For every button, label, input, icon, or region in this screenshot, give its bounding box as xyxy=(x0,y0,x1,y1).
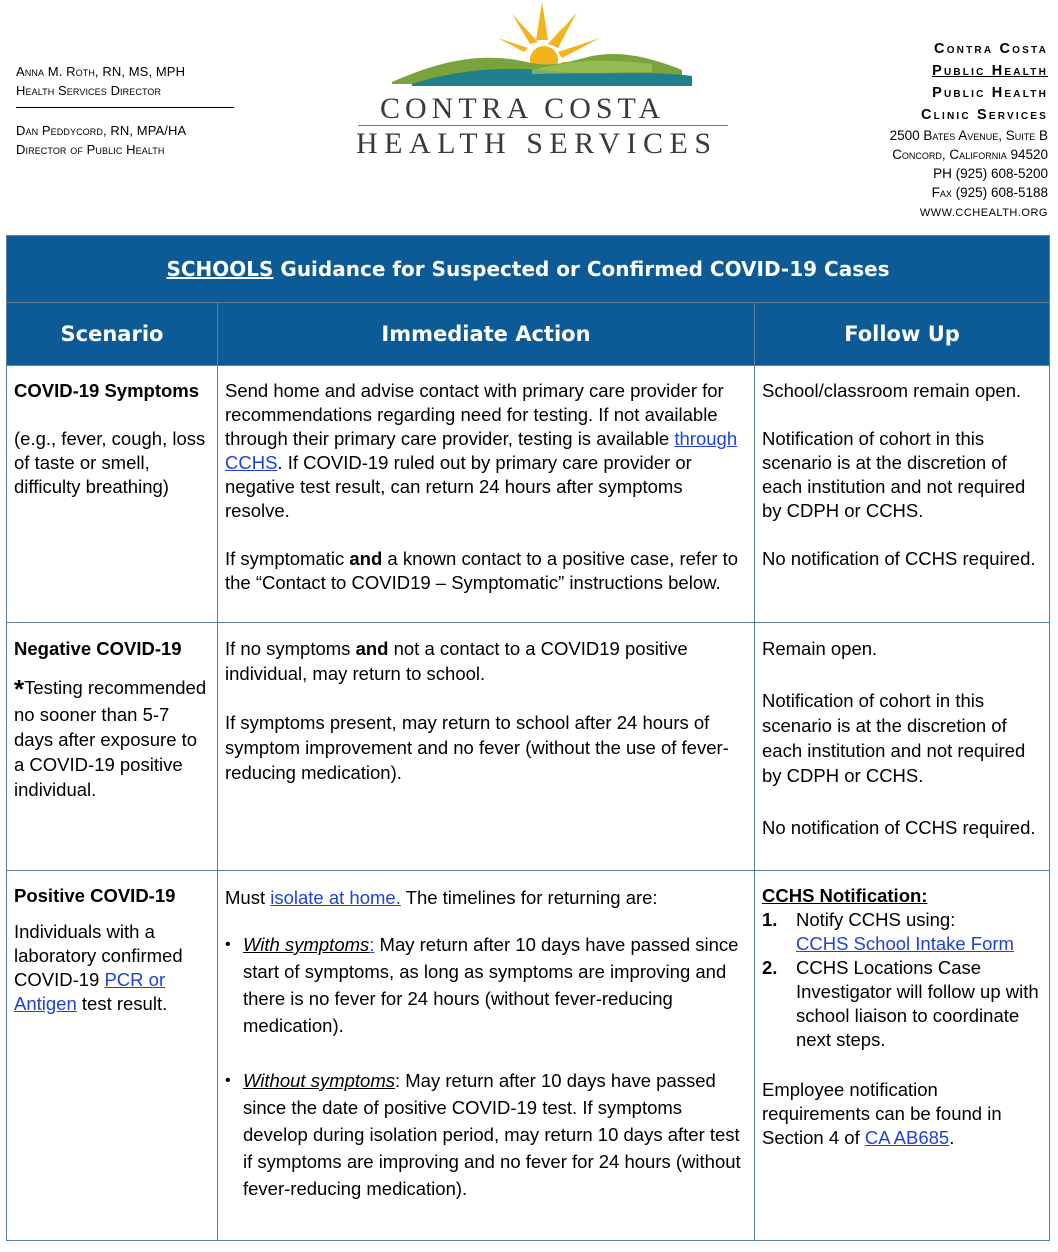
fax-number: Fax (925) 608-5188 xyxy=(931,185,1048,200)
follow-up-cell: CCHS Notification: 1. Notify CCHS using: CCHS School Intake Form 2. CCHS Locations Case Investigator will follow up with school liaison to coordinate next steps. Employee notification requirements can be found in Section 4 of CA AB685. xyxy=(755,871,1050,1241)
scenario-detail: (e.g., fever, cough, loss of taste or smell, difficulty breathing) xyxy=(14,428,206,497)
header-follow-up: Follow Up xyxy=(755,303,1050,366)
org-unit: Clinic Services xyxy=(920,107,1048,123)
list-item: 2. CCHS Locations Case Investigator will follow up with school liaison to coordinate next steps. xyxy=(762,957,1039,1050)
list-item: • With symptoms: May return after 10 days have passed since start of symptoms, as long as symptoms are improving and there is no fever for 24 hours (without fever-reducing medication). xyxy=(243,931,747,1039)
isolate-at-home-link[interactable]: isolate at home. xyxy=(270,887,401,908)
logo-text-line1: CONTRA COSTA xyxy=(380,92,666,125)
guidance-table xyxy=(6,235,1049,1241)
phone-number: PH (925) 608-5200 xyxy=(933,166,1048,181)
scenario-title: Negative COVID-19 xyxy=(14,638,182,659)
website: WWW.CCHEALTH.ORG xyxy=(919,207,1048,219)
action-cell: Must isolate at home. The timelines for returning are: • With symptoms: May return after 10 days have passed since start of symptoms, as long as symptoms are improving and there is no fever for 24 hours (without fever-reducing medication). • Without symptoms: May return after 10 days have passed since the date of positive COVID-19 test. If symptoms develop during isolation period, may return 10 days after test if symptoms are improving and no fever for 24 hours (without fever-reducing medication). xyxy=(218,871,755,1241)
notification-heading: CCHS Notification: xyxy=(762,885,928,906)
return-timelines-list xyxy=(225,931,747,1202)
pcr-antigen-link[interactable]: PCR or Antigen xyxy=(14,969,166,1014)
follow-up-cell: Remain open. Notification of cohort in this scenario is at the discretion of each institution and not required by CDPH or CCHS. No notification of CCHS required. xyxy=(755,623,1050,871)
scenario-cell: Positive COVID-19 Individuals with a laboratory confirmed COVID-19 PCR or Antigen test result. xyxy=(7,871,218,1241)
director-title: Health Services Director xyxy=(16,83,162,98)
logo-divider xyxy=(358,125,728,126)
with-symptoms-link[interactable]: : xyxy=(369,934,375,955)
ca-ab685-link[interactable]: CA AB685 xyxy=(864,1127,950,1148)
header-immediate-action: Immediate Action xyxy=(218,303,755,366)
header-scenario: Scenario xyxy=(7,303,218,366)
follow-up-cell: School/classroom remain open. Notification of cohort in this scenario is at the discretion of each institution and not required by CDPH or CCHS. No notification of CCHS required. xyxy=(755,366,1050,623)
letterhead-divider xyxy=(16,107,234,108)
scenario-detail: Testing recommended no sooner than 5-7 days after exposure to a COVID-19 positive individual. xyxy=(14,677,207,800)
org-name: Contra Costa xyxy=(934,41,1048,57)
org-division: Public Health xyxy=(932,63,1048,79)
scenario-title: Positive COVID-19 xyxy=(14,885,176,906)
scenario-cell xyxy=(7,623,218,871)
list-item: • Without symptoms: May return after 10 days have passed since the date of positive COVID-19 test. If symptoms develop during isolation period, may return 10 days after test if symptoms are improving and no fever for 24 hours (without fever-reducing medication). xyxy=(243,1067,747,1202)
org-subdivision: Public Health xyxy=(932,85,1048,101)
letterhead-left xyxy=(16,62,236,159)
scenario-title: COVID-19 Symptoms xyxy=(14,380,200,401)
director-name: Anna M. Roth, RN, MS, MPH xyxy=(16,64,186,79)
through-cchs-link[interactable]: through CCHS xyxy=(225,428,738,473)
public-health-director-title: Director of Public Health xyxy=(16,142,165,157)
notification-steps xyxy=(762,908,1042,1052)
scenario-cell xyxy=(7,366,218,623)
table-title: SCHOOLS Guidance for Suspected or Confirmed COVID-19 Cases xyxy=(7,236,1050,303)
table-row xyxy=(7,623,1050,871)
action-cell: If no symptoms and not a contact to a COVID19 positive individual, may return to school. If symptoms present, may return to school after 24 hours of symptom improvement and no fever (without the use of fever-reducing medication). xyxy=(218,623,755,871)
table-row xyxy=(7,871,1050,1241)
public-health-director-name: Dan Peddycord, RN, MPA/HA xyxy=(16,123,187,138)
school-intake-form-link[interactable]: CCHS School Intake Form xyxy=(796,933,1014,954)
logo-text-line2: HEALTH SERVICES xyxy=(356,127,718,160)
letterhead-right xyxy=(890,38,1048,223)
asterisk: * xyxy=(14,674,25,704)
address-line2: Concord, California 94520 xyxy=(892,147,1048,162)
address-line1: 2500 Bates Avenue, Suite B xyxy=(889,128,1048,143)
action-cell: Send home and advise contact with primary care provider for recommendations regarding need for testing. If not available through their primary care provider, testing is available through CCHS. If COVID-19 ruled out by primary care provider or negative test result, can return 24 hours after symptoms resolve. If symptomatic and a known contact to a positive case, refer to the “Contact to COVID19 – Symptomatic” instructions below. xyxy=(218,366,755,623)
list-item: 1. Notify CCHS using: CCHS School Intake Form xyxy=(762,909,1014,954)
table-row xyxy=(7,366,1050,623)
